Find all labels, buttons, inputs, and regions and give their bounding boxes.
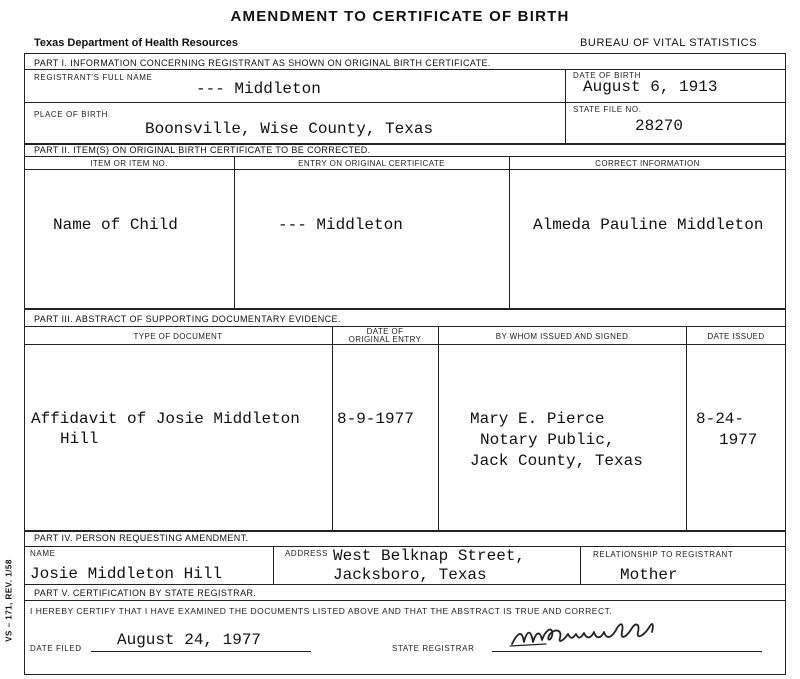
col-date-issued-header: DATE ISSUED — [707, 332, 765, 341]
entry-value: --- Middleton — [278, 216, 403, 234]
place-value: Boonsville, Wise County, Texas — [145, 120, 434, 138]
item-value: Name of Child — [53, 216, 178, 234]
part2-col-divider-1 — [234, 156, 235, 308]
doc-type-line1: Affidavit of Josie Middleton — [31, 410, 300, 428]
part4-top-divider — [24, 530, 786, 532]
part2-subheader-divider — [24, 169, 786, 170]
registrar-label: STATE REGISTRAR — [392, 644, 475, 653]
part3-col-divider-1 — [332, 326, 333, 530]
requester-name-value: Josie Middleton Hill — [30, 565, 223, 583]
relationship-label: RELATIONSHIP TO REGISTRANT — [593, 550, 734, 559]
part1-mid-divider — [24, 102, 786, 103]
col-date-entry-header-2: ORIGINAL ENTRY — [348, 335, 422, 344]
part2-header-divider — [24, 156, 786, 157]
form-title: AMENDMENT TO CERTIFICATE OF BIRTH — [230, 8, 570, 25]
col-item-header: ITEM OR ITEM NO. — [90, 159, 168, 168]
col-type-header: TYPE OF DOCUMENT — [133, 332, 223, 341]
file-no-label: STATE FILE NO. — [573, 105, 642, 114]
dob-label: DATE OF BIRTH — [573, 71, 641, 80]
registrant-name: --- Middleton — [196, 80, 321, 98]
part1-vertical-divider — [565, 69, 566, 143]
issued-by-line1: Mary E. Pierce — [470, 410, 605, 428]
part3-subheader-divider — [24, 344, 786, 345]
date-issued-line1: 8-24- — [696, 410, 745, 428]
date-entry-value: 8-9-1977 — [337, 410, 414, 428]
date-filed-value: August 24, 1977 — [117, 631, 262, 649]
date-filed-line — [91, 651, 311, 652]
col-date-entry-header-1: DATE OF — [366, 327, 404, 336]
part2-col-divider-2 — [509, 156, 510, 308]
col-entry-header: ENTRY ON ORIGINAL CERTIFICATE — [298, 159, 445, 168]
address-line1: West Belknap Street, — [333, 547, 526, 565]
dob-value: August 6, 1913 — [583, 78, 718, 96]
part4-col-divider-1 — [273, 546, 274, 584]
part2-heading: PART II. ITEM(S) ON ORIGINAL BIRTH CERTIFICATE TO BE CORRECTED. — [34, 145, 371, 155]
issued-by-line2: Notary Public, — [480, 431, 615, 449]
part5-heading: PART V. CERTIFICATION BY STATE REGISTRAR. — [34, 588, 257, 598]
certify-text: I HEREBY CERTIFY THAT I HAVE EXAMINED THE DOCUMENTS LISTED ABOVE AND THAT THE ABSTRACT IS TRUE AND CORRECT. — [30, 606, 613, 616]
date-issued-line2: 1977 — [719, 431, 758, 449]
part5-top-divider — [24, 584, 786, 585]
bureau-name: BUREAU OF VITAL STATISTICS — [580, 37, 758, 49]
relationship-value: Mother — [620, 566, 678, 584]
form-number: VS – 171, REV. 1/58 — [4, 559, 14, 642]
doc-type-line2: Hill — [60, 430, 99, 448]
part1-divider — [24, 69, 786, 70]
file-no-value: 28270 — [635, 117, 684, 135]
address-line2: Jacksboro, Texas — [333, 566, 487, 584]
col-correct-header: CORRECT INFORMATION — [595, 159, 700, 168]
place-label: PLACE OF BIRTH — [34, 110, 109, 119]
registrant-name-label: REGISTRANT'S FULL NAME — [34, 73, 153, 82]
date-filed-label: DATE FILED — [30, 644, 82, 653]
correct-value: Almeda Pauline Middleton — [533, 216, 764, 234]
part5-header-divider — [24, 600, 786, 601]
part3-col-divider-3 — [686, 326, 687, 530]
col-issued-by-header: BY WHOM ISSUED AND SIGNED — [495, 332, 629, 341]
part4-heading: PART IV. PERSON REQUESTING AMENDMENT. — [34, 533, 249, 543]
issued-by-line3: Jack County, Texas — [470, 452, 643, 470]
part3-col-divider-2 — [438, 326, 439, 530]
department-name: Texas Department of Health Resources — [34, 37, 238, 49]
requester-name-label: NAME — [30, 549, 56, 558]
address-label: ADDRESS — [285, 549, 328, 558]
registrar-signature — [506, 618, 666, 652]
part1-heading: PART I. INFORMATION CONCERNING REGISTRANT AS SHOWN ON ORIGINAL BIRTH CERTIFICATE. — [34, 58, 491, 68]
part3-top-divider — [24, 308, 786, 310]
part4-col-divider-2 — [580, 546, 581, 584]
part3-heading: PART III. ABSTRACT OF SUPPORTING DOCUMENTARY EVIDENCE. — [34, 314, 341, 324]
